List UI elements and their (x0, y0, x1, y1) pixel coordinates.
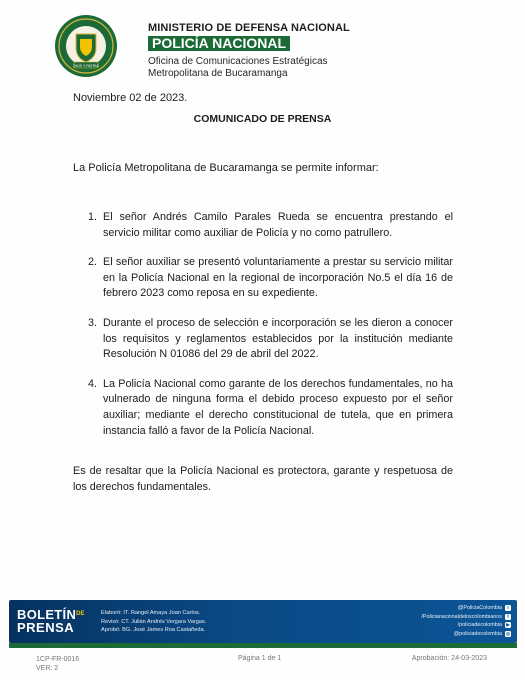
list-item (88, 255, 453, 302)
social-handle: @policiadecolombia (453, 630, 502, 637)
list-item-number: 3. (88, 316, 98, 329)
list-item-number: 1. (88, 211, 98, 223)
instagram-icon: ◎ (506, 631, 510, 637)
page-number: Página 1 de 1 (238, 655, 282, 662)
list-item (88, 377, 453, 439)
document-date: Noviembre 02 de 2023. (73, 92, 188, 104)
office-line-2: Metropolitana de Bucaramanga (148, 68, 288, 79)
form-code-id: 1CP-FR-0016 (36, 656, 80, 663)
social-link-youtube[interactable] (421, 621, 511, 630)
social-handle: @PoliciaColombia (457, 605, 502, 611)
list-item (88, 316, 453, 363)
twitter-icon: t (505, 605, 511, 611)
list-item (88, 210, 453, 241)
list-item-text: El señor Andrés Camilo Parales Rueda se encuentra prestando el servicio militar como auxiliar de Policía y no como patrullero. (103, 211, 453, 239)
list-item-number: 4. (88, 377, 98, 390)
credits (101, 609, 206, 635)
footer-banner (9, 600, 517, 643)
seal-motto: DIOS Y PATRIA (73, 63, 99, 68)
logo-boletin-text: BOLETÍN (17, 607, 77, 622)
list-item-text: Durante el proceso de selección e incorporación se les dieron a conocer los requisitos y reglamentos establecidos por la institución mediante Resolución N 01086 del 29 de abril del 2022. (103, 316, 453, 361)
document-intro: La Policía Metropolitana de Bucaramanga se permite informar: (73, 162, 379, 174)
social-link-twitter[interactable] (421, 604, 511, 613)
list-item-number: 2. (88, 256, 98, 269)
social-links (421, 604, 511, 638)
approval-date: Aprobación: 24-03-2023 (411, 655, 487, 662)
social-link-instagram[interactable] (421, 630, 511, 639)
credit-reviso: Revisó: CT. Julián Andrés Vergara Vargas. (101, 618, 207, 625)
police-name: POLICÍA NACIONAL (148, 36, 290, 51)
facebook-icon: f (505, 614, 511, 620)
form-version: VER: 2 (36, 665, 59, 672)
closing-paragraph: Es de resaltar que la Policía Nacional es protectora, garante y respetuosa de los derechos fundamentales. (73, 465, 453, 493)
list-item-text: El señor auxiliar se presentó voluntariamente a prestar su servicio militar en la Policía Nacional en la regional de incorporación No.5 el día 16 de febrero 2023 como reposa en su expediente. (103, 256, 453, 300)
social-handle: /Policianacionaldeloscolombianos (421, 613, 502, 620)
social-link-facebook[interactable] (421, 613, 511, 622)
police-seal-icon (54, 14, 118, 78)
logo-de-text: DE (76, 611, 85, 617)
social-handle: /policiadecolombia (457, 622, 502, 629)
statement-list (88, 210, 453, 453)
youtube-icon: ▶ (506, 622, 510, 628)
document-title: COMUNICADO DE PRENSA (193, 113, 332, 125)
logo-prensa-text: PRENSA (17, 620, 75, 635)
list-item-text: La Policía Nacional como garante de los derechos fundamentales, no ha vulnerado de ninguna forma el debido proceso expuesto por el señor auxiliar; mediante el derecho constitucional de tutela, que en primera instancia falló a favor de la Policía Nacional. (103, 377, 453, 437)
ministry-name: MINISTERIO DE DEFENSA NACIONAL (148, 22, 350, 34)
form-code (36, 655, 79, 673)
boletin-prensa-logo (17, 608, 85, 634)
header (148, 22, 350, 80)
office-line-1: Oficina de Comunicaciones Estratégicas (148, 56, 328, 67)
credit-aprobo: Aprobó: BG. José James Roa Castañeda. (101, 627, 206, 634)
credit-elaboro: Elaboró: IT. Rangel Amaya Joan Carlos. (101, 610, 201, 616)
footer-stripe (9, 643, 517, 648)
